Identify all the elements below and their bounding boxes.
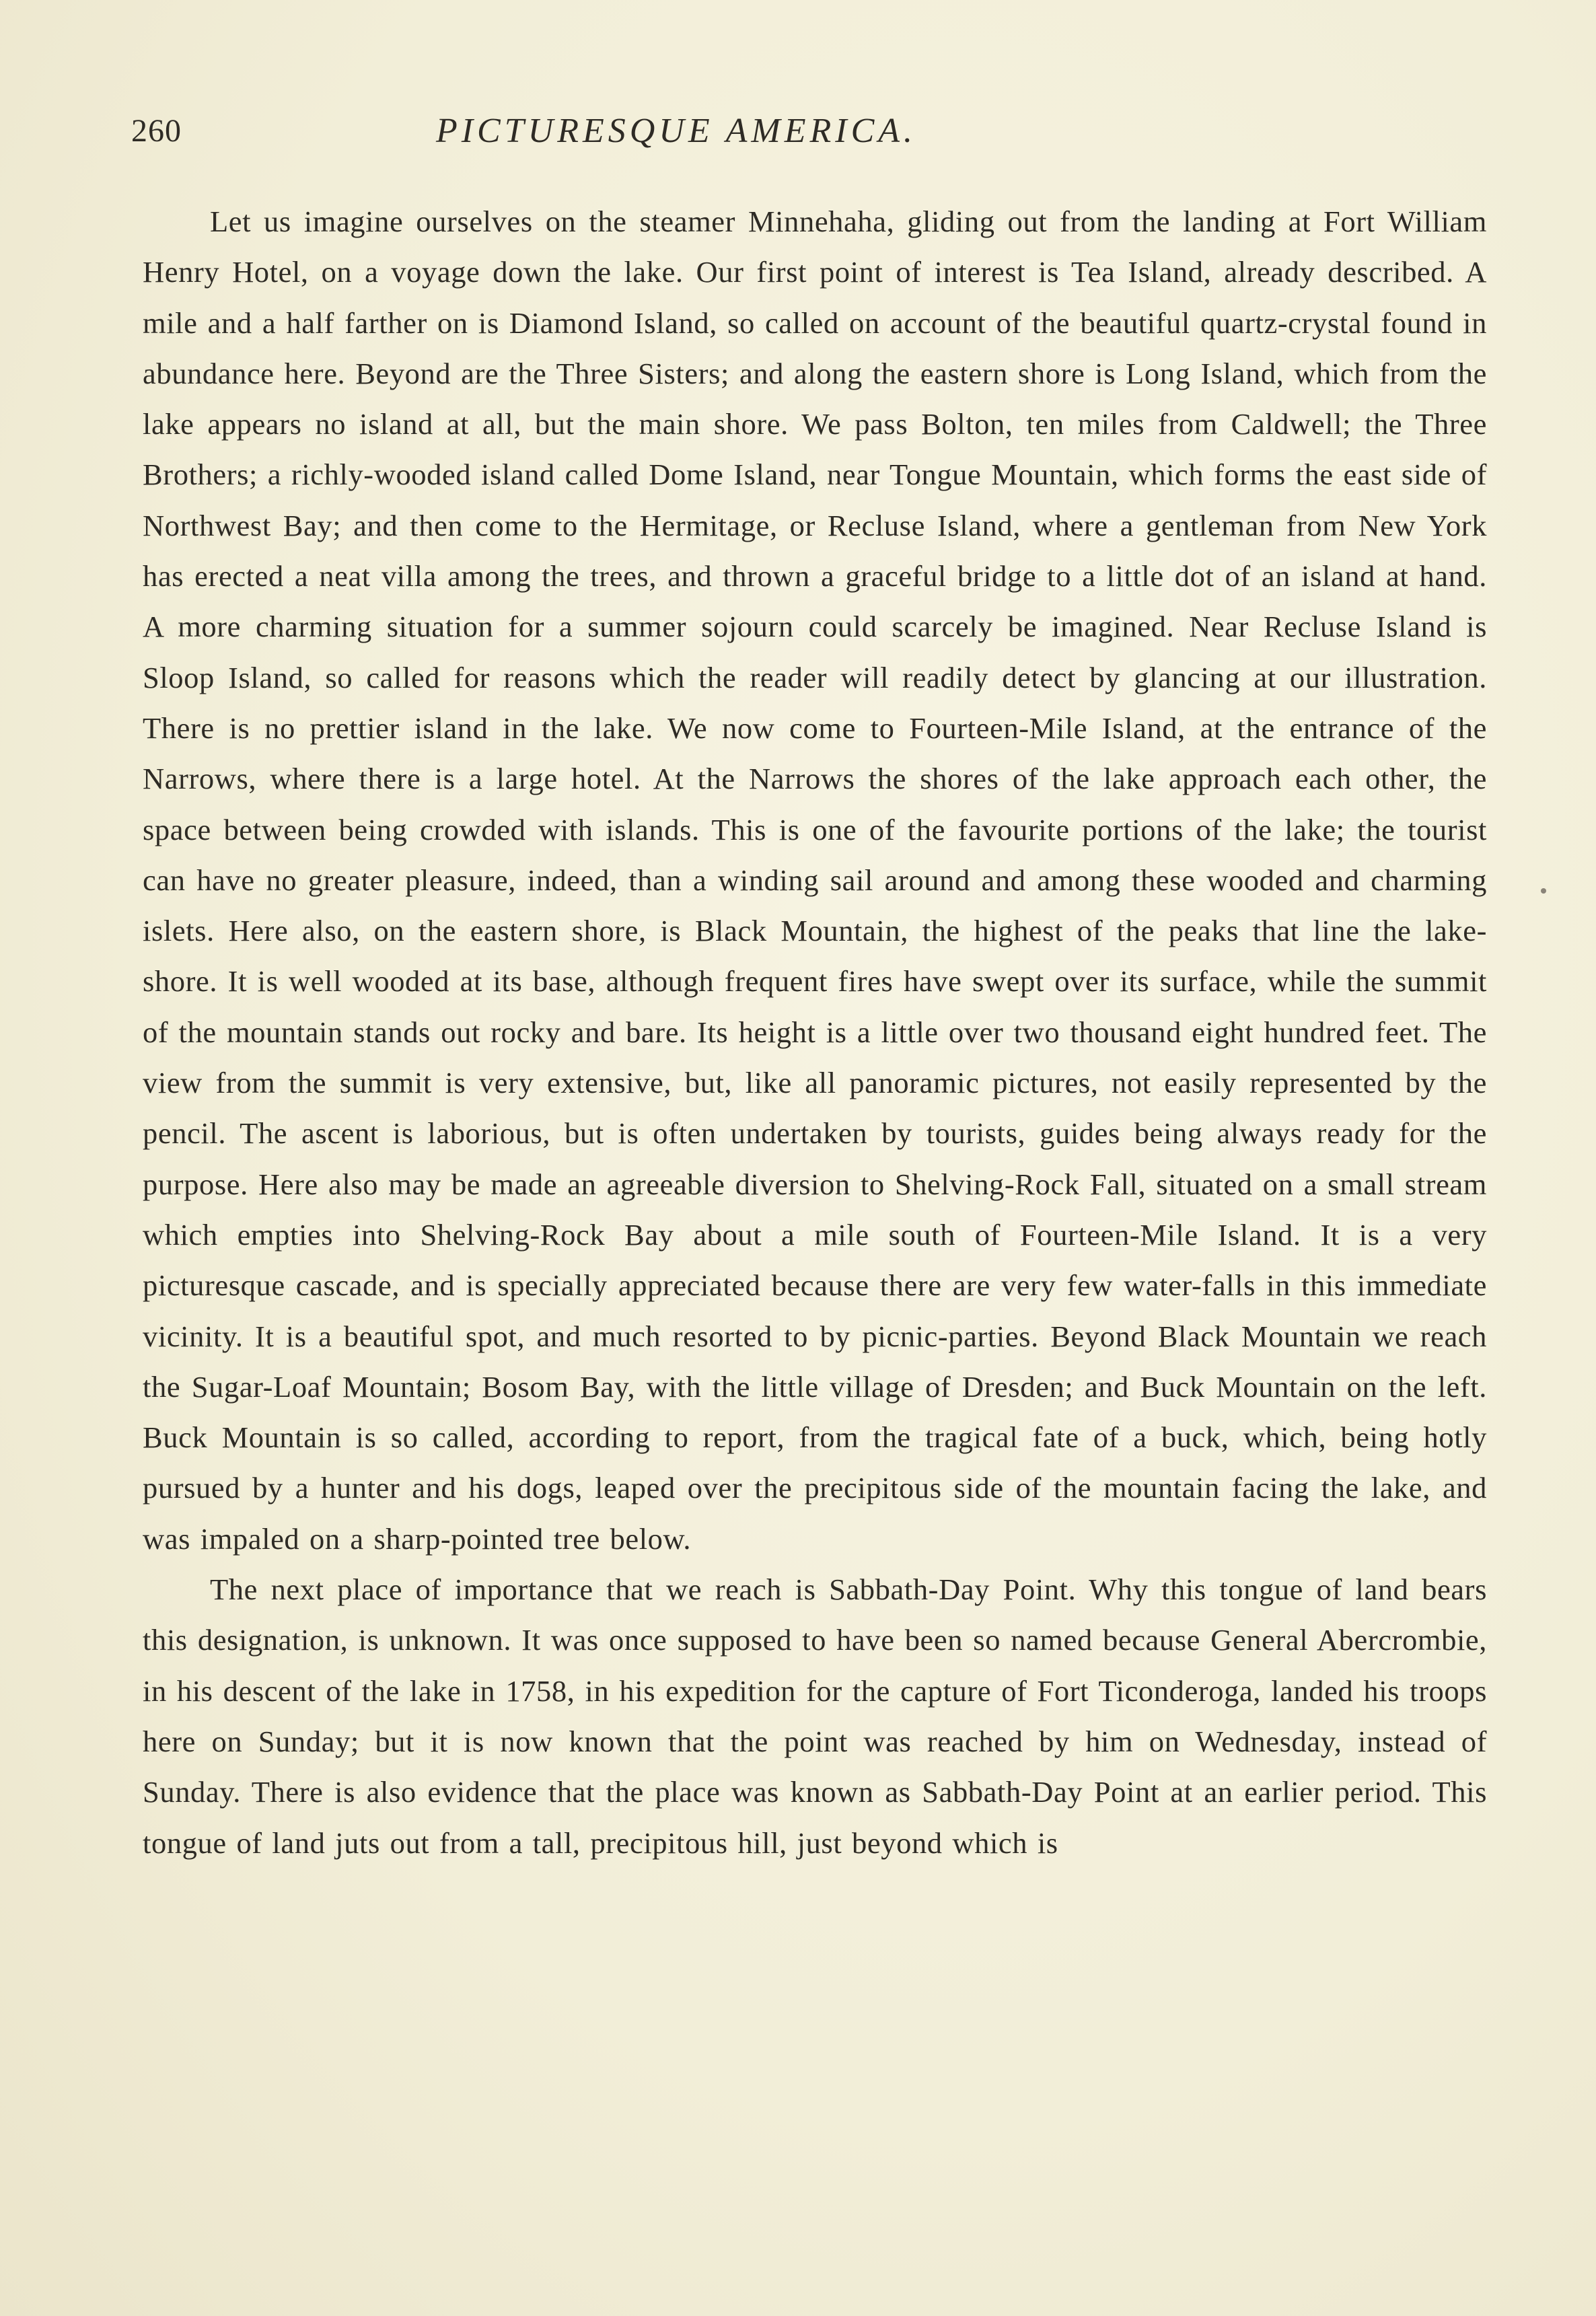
paragraph-2: The next place of importance that we reach is Sabbath-Day Point. Why this tongue of land bears this designation, is unknown. It was once supposed to have been so named because General Abercrombie, in his descent of the lake in 1758, in his expedition for the capture of Fort Ticonderoga, landed his troops here on Sunday; but it is now known that the point was reached by him on Wednesday, instead of Sunday. There is also evidence that the place was known as Sabbath-Day Point at an earlier period. This tongue of land juts out from a tall, precipitous hill, just beyond which is (143, 1572, 1487, 1860)
page-number: 260 (131, 113, 182, 149)
margin-speck (1541, 888, 1546, 894)
body-text (143, 196, 1487, 1869)
paragraph-1: Let us imagine ourselves on the steamer Minnehaha, gliding out from the landing at Fort William Henry Hotel, on a voyage down the lake. Our first point of interest is Tea Island, already described. A mile and a half farther on is Diamond Island, so called on account of the beautiful quartz-crystal found in abundance here. Beyond are the Three Sisters; and along the eastern shore is Long Island, which from the lake appears no island at all, but the main shore. We pass Bolton, ten miles from Caldwell; the Three Brothers; a richly-wooded island called Dome Island, near Tongue Mountain, which forms the east side of Northwest Bay; and then come to the Hermitage, or Recluse Island, where a gentleman from New York has erected a neat villa among the trees, and thrown a graceful bridge to a little dot of an island at hand. A more charming situation for a summer sojourn could scarcely be imagined. Near Recluse Island is Sloop Island, so called for reasons which the reader will readily detect by glancing at our illustration. There is no prettier island in the lake. We now come to Fourteen-Mile Island, at the entrance of the Narrows, where there is a large hotel. At the Narrows the shores of the lake approach each other, the space between being crowded with islands. This is one of the favourite portions of the lake; the tourist can have no greater pleasure, indeed, than a winding sail around and among these wooded and charming islets. Here also, on the eastern shore, is Black Mountain, the highest of the peaks that line the lake-shore. It is well wooded at its base, although frequent fires have swept over its surface, while the summit of the mountain stands out rocky and bare. Its height is a little over two thousand eight hundred feet. The view from the summit is very extensive, but, like all panoramic pictures, not easily represented by the pencil. The ascent is laborious, but is often undertaken by tourists, guides being always ready for the purpose. Here also may be made an agreeable diversion to Shelving-Rock Fall, situated on a small stream which empties into Shelving-Rock Bay about a mile south of Fourteen-Mile Island. It is a very picturesque cascade, and is specially appreciated because there are very few water-falls in this immediate vicinity. It is a beautiful spot, and much resorted to by picnic-parties. Beyond Black Mountain we reach the Sugar-Loaf Mountain; Bosom Bay, with the little village of Dresden; and Buck Mountain on the left. Buck Mountain is so called, according to report, from the tragical fate of a buck, which, being hotly pursued by a hunter and his dogs, leaped over the precipitous side of the mountain facing the lake, and was impaled on a sharp-pointed tree below. (143, 205, 1487, 1556)
running-head (131, 108, 917, 155)
page-title: PICTURESQUE AMERICA. (435, 112, 917, 150)
